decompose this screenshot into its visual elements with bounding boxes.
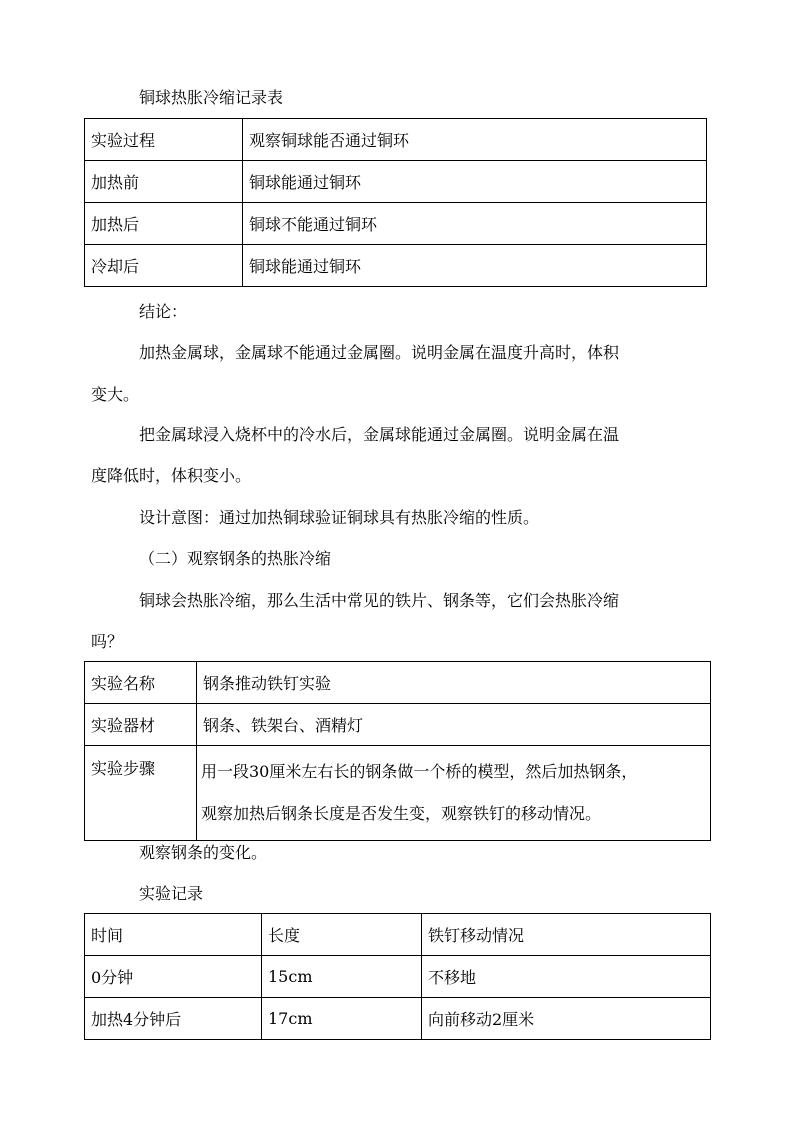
section-heading: （二）观察钢条的热胀冷缩 bbox=[139, 549, 332, 568]
table-cell: 15cm bbox=[262, 956, 422, 998]
paragraph-line: 铜球会热胀冷缩，那么生活中常见的铁片、钢条等，它们会热胀冷缩 bbox=[139, 591, 620, 610]
table-cell: 0分钟 bbox=[85, 956, 262, 998]
experiment-record-table bbox=[84, 913, 711, 1040]
record-label: 实验记录 bbox=[139, 884, 204, 903]
table-row bbox=[85, 704, 711, 746]
copper-ball-record-table bbox=[84, 118, 707, 287]
table-cell: 实验过程 bbox=[85, 119, 243, 161]
table-cell: 铜球能通过铜环 bbox=[243, 161, 707, 203]
table1-title: 铜球热胀冷缩记录表 bbox=[139, 88, 284, 107]
table-cell: 不移地 bbox=[422, 956, 711, 998]
table-header-cell: 长度 bbox=[262, 914, 422, 956]
paragraph-line: 变大。 bbox=[91, 385, 140, 404]
observe-text: 观察钢条的变化。 bbox=[139, 843, 268, 862]
table-row bbox=[85, 119, 707, 161]
table-row bbox=[85, 998, 711, 1040]
table-cell: 钢条推动铁钉实验 bbox=[197, 662, 711, 704]
table-row bbox=[85, 161, 707, 203]
table-row bbox=[85, 203, 707, 245]
table-row bbox=[85, 746, 711, 841]
design-intent: 设计意图：通过加热铜球验证铜球具有热胀冷缩的性质。 bbox=[139, 508, 540, 527]
table-cell: 铜球能通过铜环 bbox=[243, 245, 707, 287]
paragraph-line: 把金属球浸入烧杯中的冷水后，金属球能通过金属圈。说明金属在温 bbox=[139, 425, 620, 444]
table-cell: 实验名称 bbox=[85, 662, 197, 704]
paragraph-line: 加热金属球，金属球不能通过金属圈。说明金属在温度升高时，体积 bbox=[139, 343, 620, 362]
table-cell: 钢条、铁架台、酒精灯 bbox=[197, 704, 711, 746]
steps-line: 观察加热后钢条长度是否发生变，观察铁钉的移动情况。 bbox=[201, 804, 602, 823]
steel-bar-experiment-table bbox=[84, 661, 711, 841]
table-row bbox=[85, 245, 707, 287]
table-header-cell: 时间 bbox=[85, 914, 262, 956]
table-header-row bbox=[85, 914, 711, 956]
table-row bbox=[85, 662, 711, 704]
table-row bbox=[85, 956, 711, 998]
table-header-cell: 铁钉移动情况 bbox=[422, 914, 711, 956]
table-cell: 加热后 bbox=[85, 203, 243, 245]
table-cell-steps bbox=[197, 746, 711, 841]
table-cell: 冷却后 bbox=[85, 245, 243, 287]
table-cell: 17cm bbox=[262, 998, 422, 1040]
conclusion-label: 结论： bbox=[139, 302, 188, 321]
table-cell: 实验器材 bbox=[85, 704, 197, 746]
steps-line: 用一段30厘米左右长的钢条做一个桥的模型，然后加热钢条， bbox=[201, 762, 638, 781]
table-cell: 加热前 bbox=[85, 161, 243, 203]
table-cell: 向前移动2厘米 bbox=[422, 998, 711, 1040]
paragraph-line: 度降低时，体积变小。 bbox=[91, 466, 252, 485]
paragraph-line: 吗？ bbox=[91, 632, 124, 651]
table-cell: 实验步骤 bbox=[85, 746, 197, 841]
table-cell: 铜球不能通过铜环 bbox=[243, 203, 707, 245]
table-cell: 观察铜球能否通过铜环 bbox=[243, 119, 707, 161]
table-cell: 加热4分钟后 bbox=[85, 998, 262, 1040]
